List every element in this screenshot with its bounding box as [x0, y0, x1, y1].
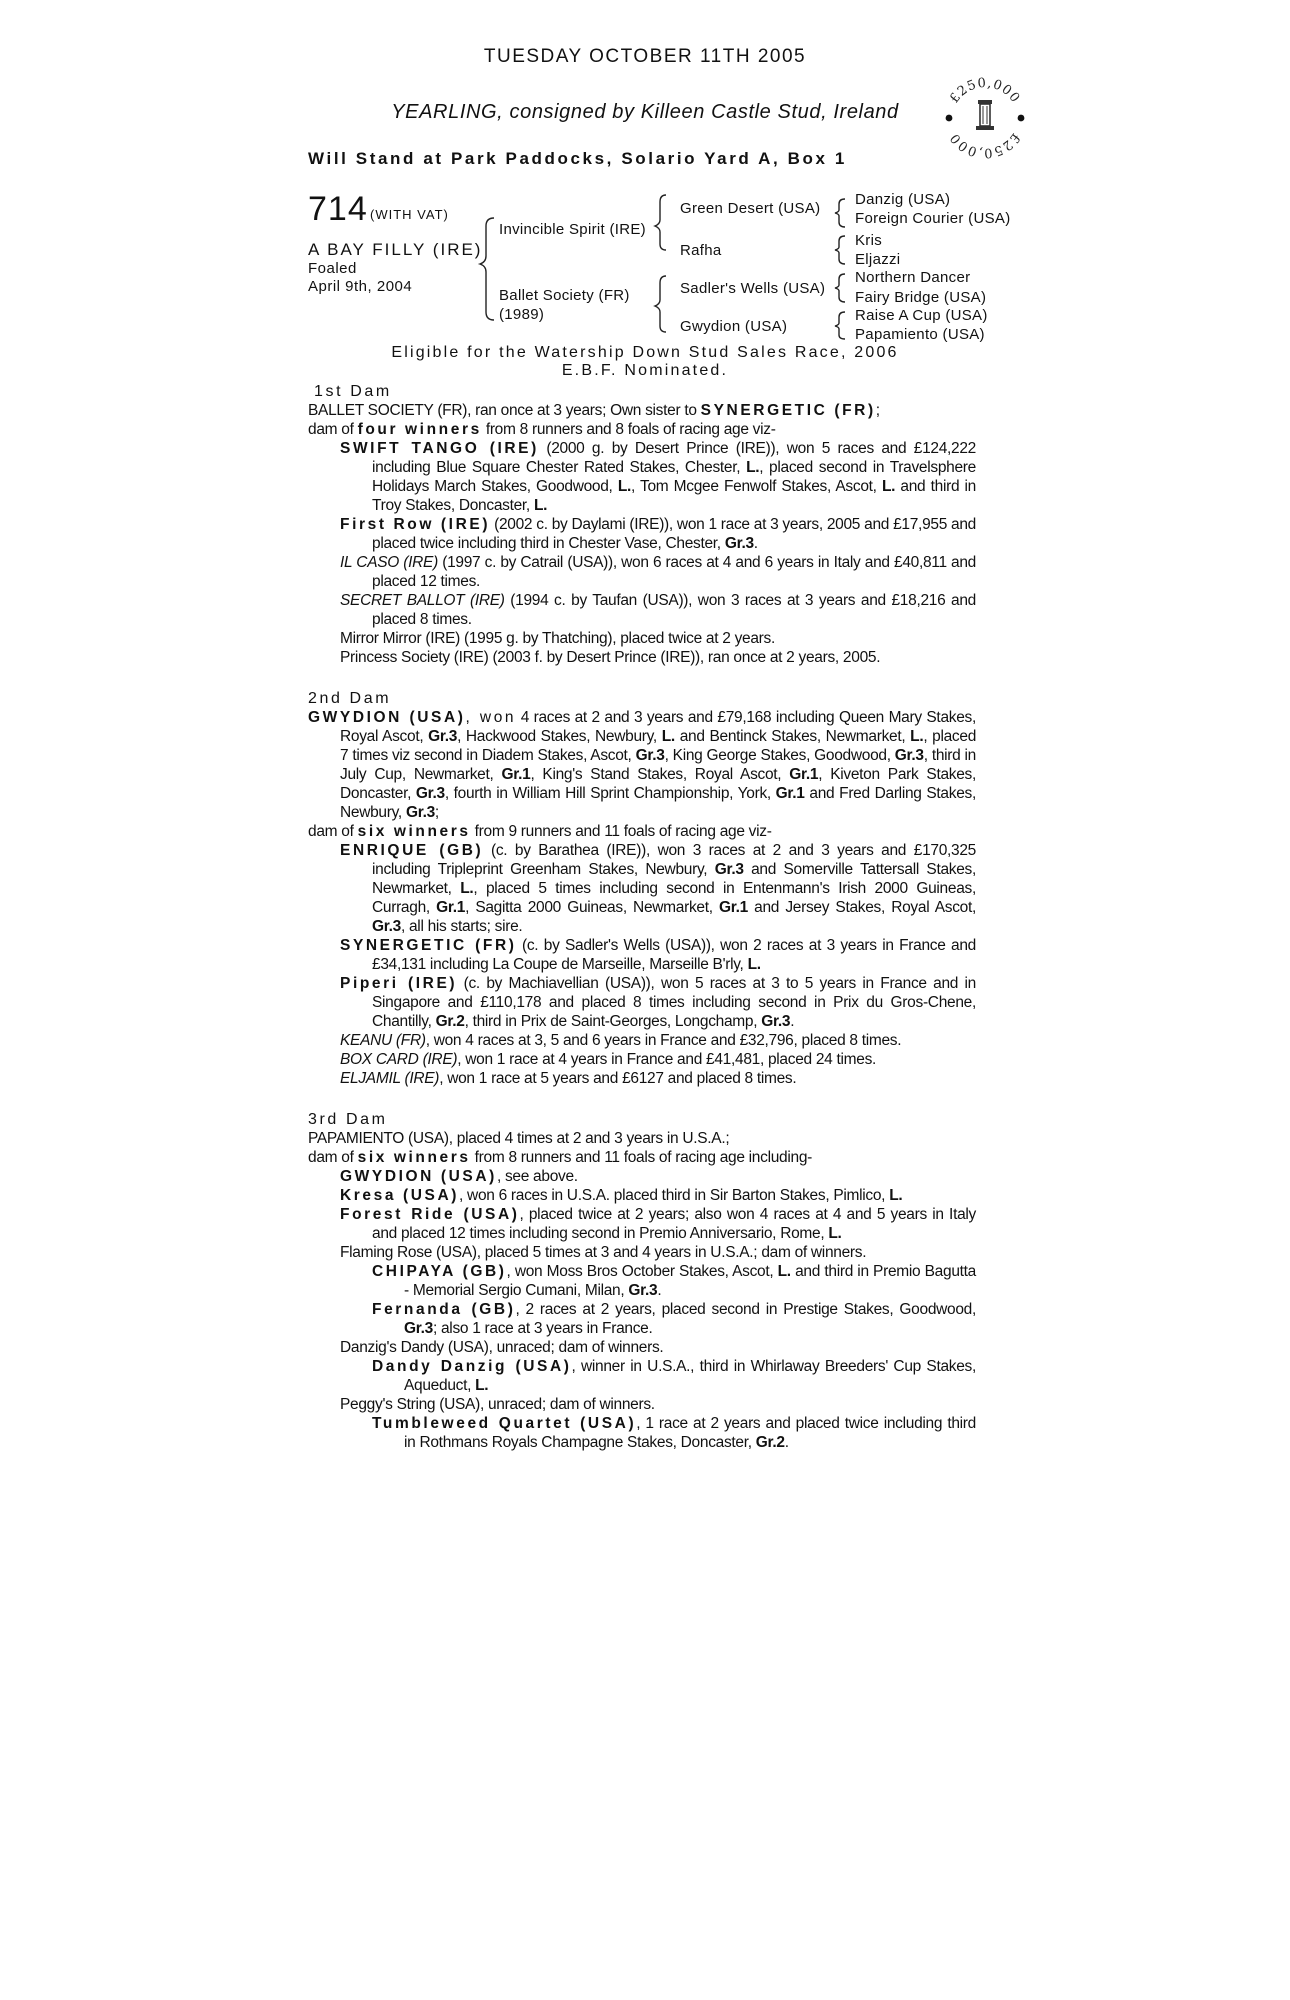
second-dam-entry: ENRIQUE (GB) (c. by Barathea (IRE)), won 3 races at 2 and 3 years and £170,325 including Tripleprint Greenham Stakes, Newbury, Gr.3 and Somerville Tattersall Stakes, Newmarket, L., placed 5 times including second in Entenmann's Irish 2000 Guineas, Curragh, Gr.1, Sagitta 2000 Guineas, Newmarket, Gr.1 and Jersey Stakes, Royal Ascot, Gr.3, all his starts; sire. [340, 842, 977, 935]
third-dam-sub-entry: Dandy Danzig (USA), winner in U.S.A., third in Whirlaway Breeders' Cup Stakes, Aqueduct, L. [372, 1358, 977, 1394]
second-dam-entry: ELJAMIL (IRE), won 1 race at 5 years and £6127 and placed 8 times. [340, 1070, 797, 1087]
third-dam-record: PAPAMIENTO (USA), placed 4 times at 2 and 3 years in U.S.A.; [308, 1130, 730, 1147]
catalogue-body [308, 382, 976, 1452]
lot-number: 714 [308, 190, 368, 228]
pedigree-g4: Eljazzi [855, 251, 901, 268]
second-dam-entry: KEANU (FR), won 4 races at 3, 5 and 6 years in France and £32,796, placed 8 times. [340, 1032, 902, 1049]
first-dam-heading: 1st Dam [314, 383, 392, 400]
first-dam-entry: SWIFT TANGO (IRE) (2000 g. by Desert Prince (IRE)), won 5 races and £124,222 including Blue Square Chester Rated Stakes, Chester, L., placed second in Travelsphere Holidays March Stakes, Goodwood, L., Tom Mcgee Fenwolf Stakes, Ascot, L. and third in Troy Stakes, Doncaster, L. [340, 440, 976, 514]
pedigree-braces [0, 0, 1290, 340]
pedigree-sire: Invincible Spirit (IRE) [499, 221, 646, 238]
pedigree-g1: Danzig (USA) [855, 191, 951, 208]
third-dam-sub-entry: CHIPAYA (GB), won Moss Bros October Stakes, Ascot, L. and third in Premio Bagutta - Memorial Sergio Cumani, Milan, Gr.3. [372, 1263, 976, 1299]
second-dam-heading: 2nd Dam [308, 690, 392, 707]
pedigree-g7: Raise A Cup (USA) [855, 307, 988, 324]
second-dam-entry: SYNERGETIC (FR) (c. by Sadler's Wells (USA)), won 2 races at 3 years in France and £34,131 including La Coupe de Marseille, Marseille B'rly, L. [340, 937, 976, 973]
first-dam-intro-2: dam of four winners from 8 runners and 8 foals of racing age viz- [308, 421, 776, 438]
eligibility-line-1: Eligible for the Watership Down Stud Sales Race, 2006 [391, 344, 899, 361]
pedigree-sire-sire: Green Desert (USA) [680, 200, 821, 217]
pedigree-dam-year: (1989) [499, 306, 545, 323]
third-dam-entry: Flaming Rose (USA), placed 5 times at 3 and 4 years in U.S.A.; dam of winners. [340, 1244, 867, 1261]
third-dam-entry: Peggy's String (USA), unraced; dam of winners. [340, 1396, 655, 1413]
first-dam-entry: IL CASO (IRE) (1997 c. by Catrail (USA)), won 6 races at 4 and 6 years in Italy and £40,811 and placed 12 times. [340, 554, 976, 590]
lot-vat: (WITH VAT) [370, 207, 449, 222]
third-dam-intro: dam of six winners from 8 runners and 11 foals of racing age including- [308, 1149, 813, 1166]
second-dam-record: GWYDION (USA), won 4 races at 2 and 3 years and £79,168 including Queen Mary Stakes, Royal Ascot, Gr.3, Hackwood Stakes, Newbury, L. and Bentinck Stakes, Newmarket, L., placed 7 times viz second in Diadem Stakes, Ascot, Gr.3, King George Stakes, Goodwood, Gr.3, third in July Cup, Newmarket, Gr.1, King's Stand Stakes, Royal Ascot, Gr.1, Kiveton Park Stakes, Doncaster, Gr.3, fourth in William Hill Sprint Championship, York, Gr.1 and Fred Darling Stakes, Newbury, Gr.3; [308, 709, 977, 821]
seal-text-top: £250,000 [947, 75, 1023, 107]
lot-name: A BAY FILLY (IRE) [308, 240, 483, 259]
pedigree-dam-sire: Sadler's Wells (USA) [680, 280, 826, 297]
third-dam-entry: GWYDION (USA), see above. [340, 1168, 578, 1185]
seal-text-bottom: £250,000 [947, 129, 1023, 161]
eligibility-line-2: E.B.F. Nominated. [561, 362, 729, 379]
first-dam-entry: Mirror Mirror (IRE) (1995 g. by Thatching), placed twice at 2 years. [340, 630, 775, 647]
pedigree-g5: Northern Dancer [855, 269, 971, 286]
first-dam-entry: First Row (IRE) (2002 c. by Daylami (IRE)), won 1 race at 3 years, 2005 and £17,955 and placed twice including third in Chester Vase, Chester, Gr.3. [340, 516, 976, 552]
third-dam-entry: Forest Ride (USA), placed twice at 2 years; also won 4 races at 4 and 5 years in Italy and placed 12 times including second in Premio Anniversario, Rome, L. [340, 1206, 976, 1242]
eligibility [0, 344, 1290, 380]
stand-location: Will Stand at Park Paddocks, Solario Yard A, Box 1 [308, 149, 847, 168]
third-dam-entry: Kresa (USA), won 6 races in U.S.A. placed third in Sir Barton Stakes, Pimlico, L. [340, 1187, 903, 1204]
third-dam-sub-entry: Fernanda (GB), 2 races at 2 years, placed second in Prestige Stakes, Goodwood, Gr.3; also 1 race at 3 years in France. [372, 1301, 976, 1337]
second-dam-intro: dam of six winners from 9 runners and 11 foals of racing age viz- [308, 823, 772, 840]
pedigree-g8: Papamiento (USA) [855, 326, 985, 343]
pedigree-g3: Kris [855, 232, 883, 249]
pedigree-g2: Foreign Courier (USA) [855, 210, 1011, 227]
sale-date: TUESDAY OCTOBER 11TH 2005 [483, 46, 807, 67]
second-dam-entry: BOX CARD (IRE), won 1 race at 4 years in France and £41,481, placed 24 times. [340, 1051, 877, 1068]
pedigree-g6: Fairy Bridge (USA) [855, 289, 987, 306]
pedigree-dam-dam: Gwydion (USA) [680, 318, 788, 335]
second-dam-entry: Piperi (IRE) (c. by Machiavellian (USA)), won 5 races at 3 to 5 years in France and in Singapore and £110,178 and placed 8 times including second in Prix du Gros-Chene, Chantilly, Gr.2, third in Prix de Saint-Georges, Longchamp, Gr.3. [340, 975, 976, 1030]
third-dam-entry: Danzig's Dandy (USA), unraced; dam of winners. [340, 1339, 664, 1356]
pedigree-sire-dam: Rafha [680, 242, 722, 259]
foaled-label: Foaled [308, 260, 357, 277]
third-dam-heading: 3rd Dam [308, 1111, 388, 1128]
foaled-date: April 9th, 2004 [308, 278, 413, 295]
consignment-line: YEARLING, consigned by Killeen Castle Stud, Ireland [391, 101, 899, 123]
first-dam-entry: SECRET BALLOT (IRE) (1994 c. by Taufan (USA)), won 3 races at 3 years and £18,216 and placed 8 times. [340, 592, 977, 628]
first-dam-entry: Princess Society (IRE) (2003 f. by Desert Prince (IRE)), ran once at 2 years, 2005. [340, 649, 881, 666]
first-dam-intro: BALLET SOCIETY (FR), ran once at 3 years; Own sister to SYNERGETIC (FR); [308, 402, 880, 419]
third-dam-sub-entry: Tumbleweed Quartet (USA), 1 race at 2 years and placed twice including third in Rothmans Royals Champagne Stakes, Doncaster, Gr.2. [372, 1415, 976, 1451]
pedigree-dam: Ballet Society (FR) [499, 287, 630, 304]
